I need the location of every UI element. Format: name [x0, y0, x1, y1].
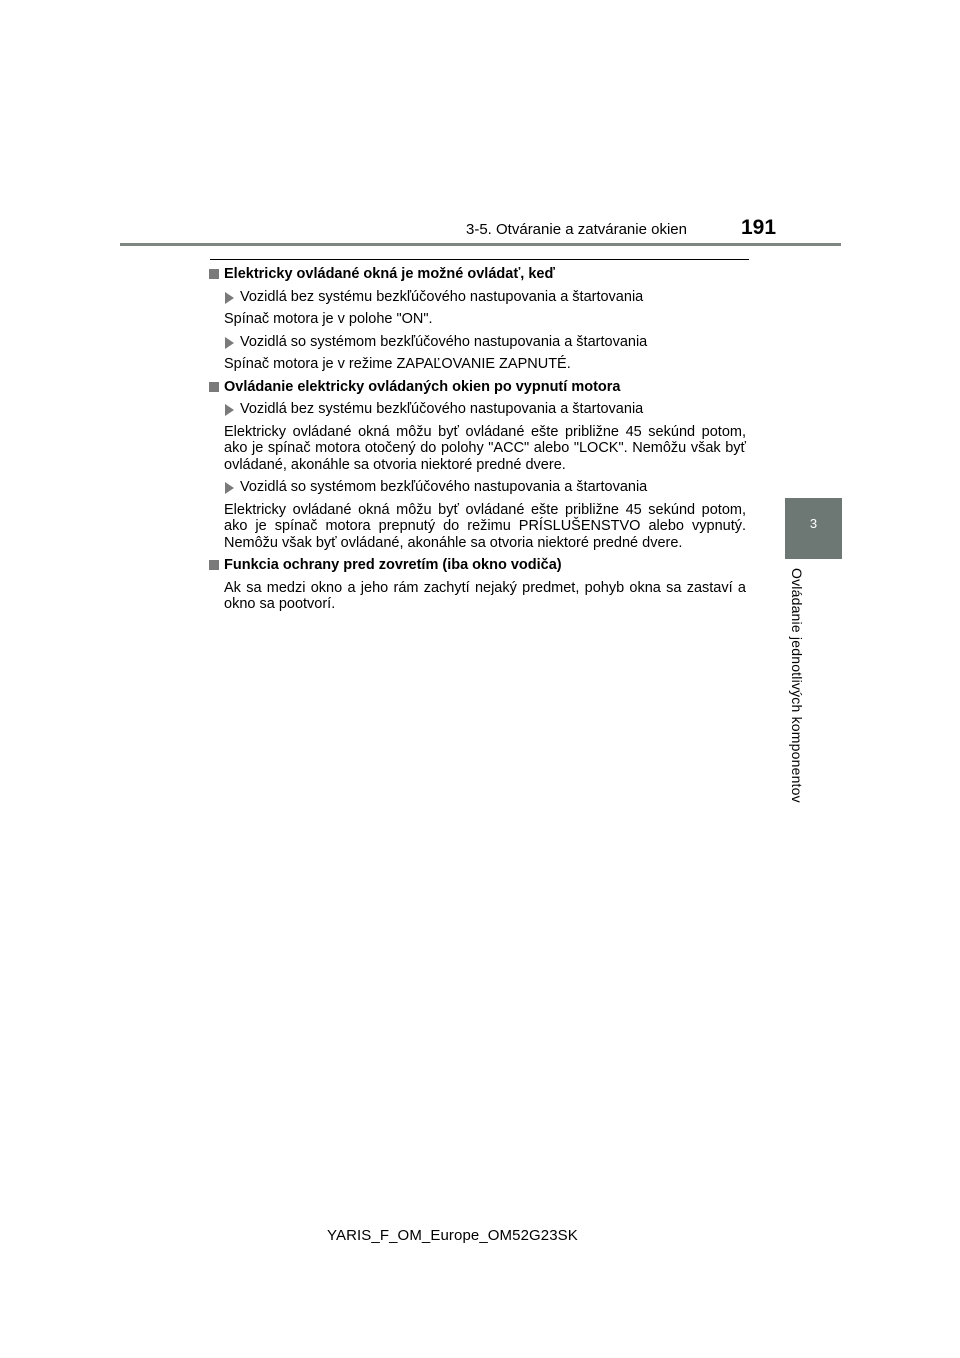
triangle-bullet-icon [225, 337, 234, 349]
triangle-bullet-icon [225, 482, 234, 494]
condition-item [209, 479, 746, 496]
triangle-bullet-icon [225, 292, 234, 304]
section-heading [209, 379, 746, 396]
condition-item [209, 334, 746, 351]
condition-item [209, 401, 746, 418]
condition-text: Vozidlá so systémom bezkľúčového nastupovania a štartovania [240, 333, 648, 350]
chapter-title: Ovládanie jednotlivých komponentov [789, 568, 805, 803]
chapter-number: 3 [809, 516, 818, 531]
document-code: YARIS_F_OM_Europe_OM52G23SK [327, 1227, 578, 1244]
condition-item [209, 289, 746, 306]
paragraph: Spínač motora je v polohe "ON". [224, 311, 433, 327]
condition-text: Vozidlá bez systému bezkľúčového nastupovania a štartovania [240, 288, 644, 305]
header-divider [120, 243, 841, 246]
section-heading-text: Funkcia ochrany pred zovretím (iba okno vodiča) [224, 557, 562, 573]
section-heading [209, 557, 746, 574]
square-bullet-icon [209, 382, 219, 392]
triangle-bullet-icon [225, 404, 234, 416]
page-content [209, 266, 746, 619]
condition-text: Vozidlá bez systému bezkľúčového nastupovania a štartovania [240, 401, 644, 417]
content-divider [210, 259, 749, 260]
paragraph: Elektricky ovládané okná môžu byť ovládané ešte približne 45 sekúnd potom, ako je spínač motora prepnutý do režimu PRÍSLUŠENSTVO alebo vypnutý. Nemôžu však byť ovládané, akonáhle sa otvoria niektoré predné dvere. [224, 501, 746, 551]
chapter-tab [785, 498, 842, 559]
section-heading-text: Elektricky ovládané okná je možné ovládať, keď [224, 266, 555, 282]
page-number: 191 [741, 216, 777, 239]
section-heading [209, 266, 746, 283]
paragraph: Ak sa medzi okno a jeho rám zachytí nejaký predmet, pohyb okna sa zastaví a okno sa pootvorí. [224, 579, 746, 612]
condition-text: Vozidlá so systémom bezkľúčového nastupovania a štartovania [240, 479, 648, 495]
paragraph: Elektricky ovládané okná môžu byť ovládané ešte približne 45 sekúnd potom, ako je spínač motora otočený do polohy "ACC" alebo "LOCK". Nemôžu však byť ovládané, akonáhle sa otvoria niektoré predné dvere. [224, 423, 746, 473]
section-heading-text: Ovládanie elektricky ovládaných okien po vypnutí motora [224, 378, 621, 395]
paragraph: Spínač motora je v režime ZAPAĽOVANIE ZAPNUTÉ. [224, 356, 571, 372]
square-bullet-icon [209, 560, 219, 570]
section-title: 3-5. Otváranie a zatváranie okien [466, 221, 687, 238]
square-bullet-icon [209, 269, 219, 279]
